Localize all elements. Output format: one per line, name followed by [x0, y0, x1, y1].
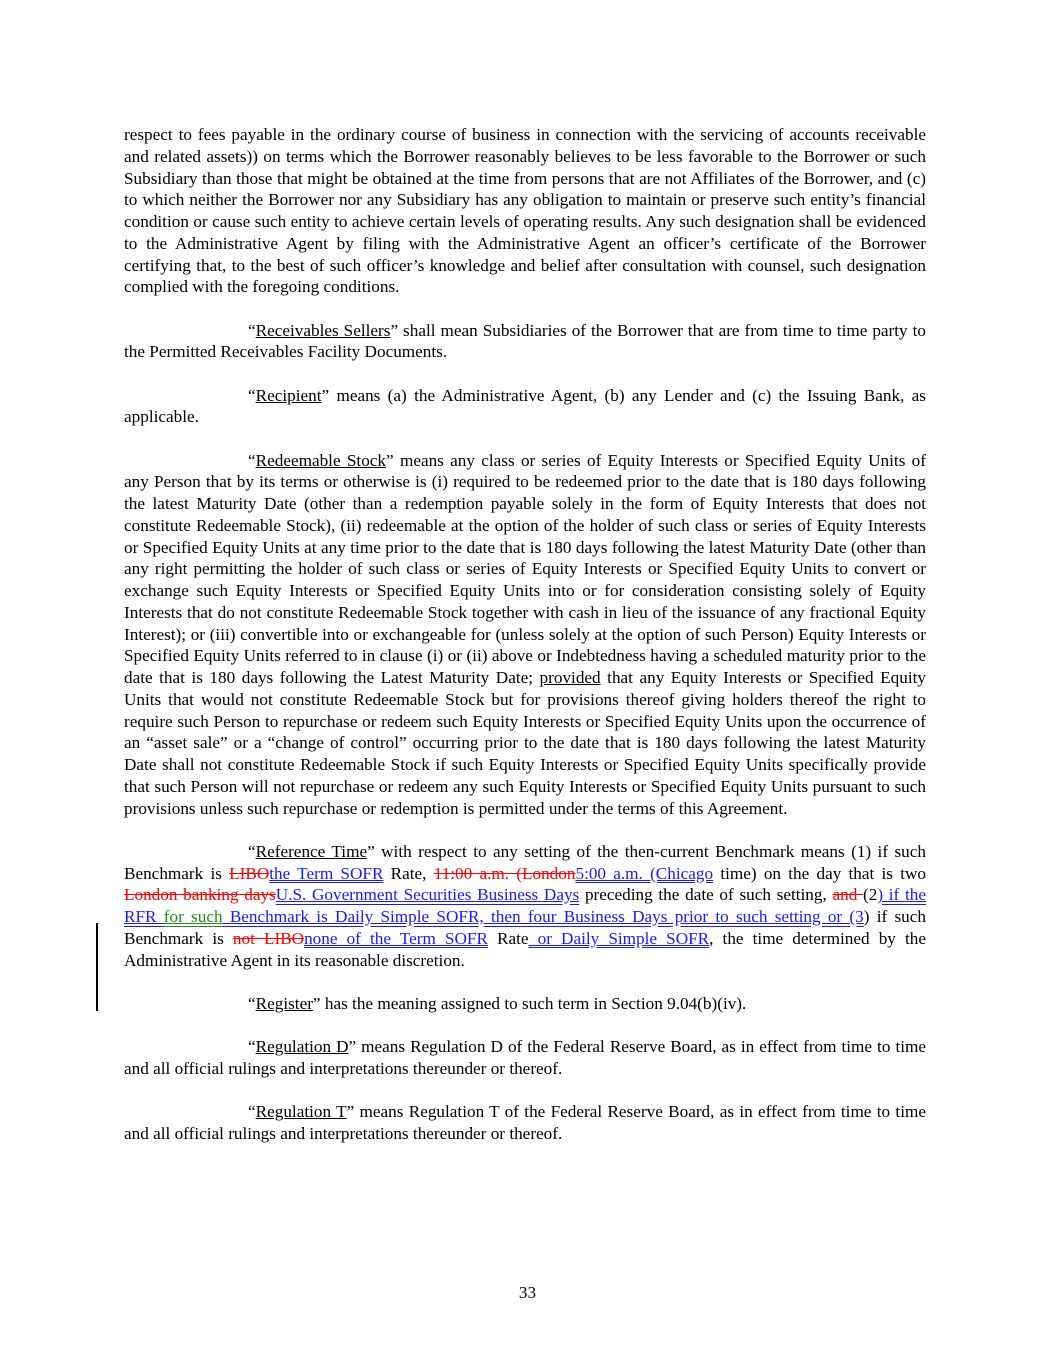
definition-recipient: “Recipient” means (a) the Administrative Agent, (b) any Lender and (c) the Issuing Bank, as applicable.	[124, 385, 926, 427]
definition-text: ” has the meaning assigned to such term in Section 9.04(b)(iv).	[312, 993, 747, 1013]
deleted-text: not LIBO	[232, 928, 305, 948]
definition-text: ” means Regulation T of the Federal Reserve Board, as in effect from time to time and all official rulings and interpretations thereunder or thereof.	[124, 1102, 926, 1143]
inserted-text: none of the Term SOFR	[304, 928, 488, 948]
deleted-text: London banking days	[124, 885, 276, 905]
document-page	[124, 124, 926, 1166]
inserted-text: Benchmark is Daily Simple SOFR, then four Business Days prior to such setting or (3	[222, 907, 864, 926]
inserted-text: or Daily Simple SOFR	[528, 928, 710, 948]
inserted-text: U.S. Government Securities Business Days	[275, 885, 580, 905]
proviso-term: provided	[539, 668, 601, 687]
deleted-text: LIBO	[229, 863, 270, 883]
definition-text: ” means (a) the Administrative Agent, (b) any Lender and (c) the Issuing Bank, as applicable.	[124, 385, 926, 427]
page-number: 33	[518, 1283, 537, 1302]
definition-receivables-sellers: “Receivables Sellers” shall mean Subsidiaries of the Borrower that are from time to time party to the Permitted Receivables Facility Documents.	[124, 320, 926, 362]
definition-regulation-t: “Regulation T” means Regulation T of the Federal Reserve Board, as in effect from time to time and all official rulings and interpretations thereunder or thereof.	[124, 1102, 926, 1143]
definition-redeemable-stock: “Redeemable Stock” means any class or series of Equity Interests or Specified Equity Units of any Person that by its terms or otherwise is (i) required to be redeemed prior to the date that is 180 days following the latest Maturity Date (other than a redemption payable solely in the form of Equity Interests that does not constitute Redeemable Stock), (ii) redeemable at the option of the holder of such class or series of Equity Interests or Specified Equity Units at any time prior to the date that is 180 days following the latest Maturity Date (other than any right permitting the holder of such class or series of Equity Interests or Specified Equity Units to convert or exchange such Equity Interests or Specified Equity Units into or for consideration consisting solely of Equity Interests that do not constitute Redeemable Stock together with cash in lieu of the issuance of any fractional Equity Interest); or (iii) convertible into or exchangeable for (unless solely at the option of such Person) Equity Interests or Specified Equity Units referred to in clause (i) or (ii) above or Indebtedness having a scheduled maturity prior to the date that is 180 days following the Latest Maturity Date; provided that any Equity Interests or Specified Equity Units that would not constitute Redeemable Stock but for provisions thereof giving holders thereof the right to require such Person to repurchase or redeem such Equity Interests or Specified Equity Units upon the occurrence of an “asset sale” or a “change of control” occurring prior to the date that is 180 days following the latest Maturity Date shall not constitute Redeemable Stock if such Equity Interests or Specified Equity Units specifically provide that such Person will not repurchase or redeem any such Equity Interests or Specified Equity Units pursuant to such provisions unless such repurchase or redemption is permitted under the terms of this Agreement.	[124, 450, 926, 818]
defined-term: Reference Time	[255, 841, 368, 861]
definition-text: (2	[863, 885, 878, 905]
moved-text: for such	[163, 907, 223, 926]
definition-text: that any Equity Interests or Specified Equity Units that would not constitute Redeemable Stock but for provisions thereof giving holders thereof the right to require such Person to repurchase or redeem such Equity Interests or Specified Equity Units upon the occurrence of an “asset sale” or a “change of control” occurring prior to the date that is 180 days following the latest Maturity Date shall not constitute Redeemable Stock if such Equity Interests or Specified Equity Units specifically provide that such Person will not repurchase or redeem any such Equity Interests or Specified Equity Units pursuant to such provisions unless such repurchase or redemption is permitted under the terms of this Agreement.	[124, 668, 926, 818]
definition-text: ” means any class or series of Equity Interests or Specified Equity Units of any Person that by its terms or otherwise is (i) required to be redeemed prior to the date that is 180 days following the latest Maturity Date (other than a redemption payable solely in the form of Equity Interests that does not constitute Redeemable Stock), (ii) redeemable at the option of the holder of such class or series of Equity Interests or Specified Equity Units at any time prior to the date that is 180 days following the latest Maturity Date (other than any right permitting the holder of such class or series of Equity Interests or Specified Equity Units to convert or exchange such Equity Interests or Specified Equity Units into or for consideration consisting solely of Equity Interests that do not constitute Redeemable Stock together with cash in lieu of the issuance of any fractional Equity Interest); or (iii) convertible into or exchangeable for (unless solely at the option of such Person) Equity Interests or Specified Equity Units referred to in clause (i) or (ii) above or Indebtedness having a scheduled maturity prior to the date that is 180 days following the Latest Maturity Date;	[124, 450, 926, 687]
defined-term: Redeemable Stock	[255, 450, 387, 470]
definition-text: time) on the day that is two	[713, 863, 927, 883]
defined-term: Regulation D	[255, 1037, 349, 1056]
inserted-text: ) if the RFR	[124, 885, 926, 926]
deleted-text: 11:00 a.m. (London	[433, 863, 576, 883]
definition-text: ” shall mean Subsidiaries of the Borrower that are from time to time party to the Permitted Receivables Facility Documents.	[124, 320, 926, 362]
definition-text: , the time determined by the Administrative Agent in its reasonable discretion.	[124, 928, 926, 970]
definition-reference-time: “Reference Time” with respect to any setting of the then-current Benchmark means (1) if such Benchmark is LIBOthe Term SOFR Rate, 11:00 a.m. (London5:00 a.m. (Chicago time) on the day that is two London banking daysU.S. Government Securities Business Days preceding the date of such setting, and (2) if the RFR for such Benchmark is Daily Simple SOFR, then four Business Days prior to such setting or (3) if such Benchmark is not LIBOnone of the Term SOFR Rate or Daily Simple SOFR, the time determined by the Administrative Agent in its reasonable discretion.	[124, 841, 927, 970]
revision-change-bar	[96, 923, 98, 1011]
deleted-text: and	[832, 885, 864, 905]
definition-text: preceding the date of such setting,	[579, 885, 833, 905]
definition-text: Rate,	[383, 863, 434, 883]
continuation-paragraph: respect to fees payable in the ordinary course of business in connection with the servicing of accounts receivable and related assets)) on terms which the Borrower reasonably believes to be less favorable to the Borrower or such Subsidiary than those that might be obtained at the time from persons that are not Affiliates of the Borrower, and (c) to which neither the Borrower nor any Subsidiary has any obligation to maintain or preserve such entity’s financial condition or cause such entity to achieve certain levels of operating results. Any such designation shall be evidenced to the Administrative Agent by filing with the Administrative Agent an officer’s certificate of the Borrower certifying that, to the best of such officer’s knowledge and belief after consultation with counsel, such designation complied with the foregoing conditions.	[124, 125, 926, 297]
defined-term: Receivables Sellers	[255, 320, 391, 340]
definition-text: ” means Regulation D of the Federal Reserve Board, as in effect from time to time and all official rulings and interpretations thereunder or thereof.	[124, 1037, 926, 1078]
definition-text: Rate	[487, 928, 529, 948]
defined-term: Regulation T	[255, 1102, 347, 1121]
inserted-text: the Term SOFR	[269, 863, 384, 883]
definition-text: ) if such Benchmark is	[124, 907, 926, 948]
defined-term: Register	[255, 993, 313, 1013]
definition-text: ” with respect to any setting of the then-current Benchmark means (1) if such Benchmark is	[124, 841, 926, 883]
definition-register: “Register” has the meaning assigned to such term in Section 9.04(b)(iv).	[248, 993, 747, 1013]
inserted-text: 5:00 a.m. (Chicago	[575, 863, 714, 883]
defined-term: Recipient	[255, 385, 322, 405]
definition-regulation-d: “Regulation D” means Regulation D of the Federal Reserve Board, as in effect from time to time and all official rulings and interpretations thereunder or thereof.	[124, 1037, 926, 1078]
